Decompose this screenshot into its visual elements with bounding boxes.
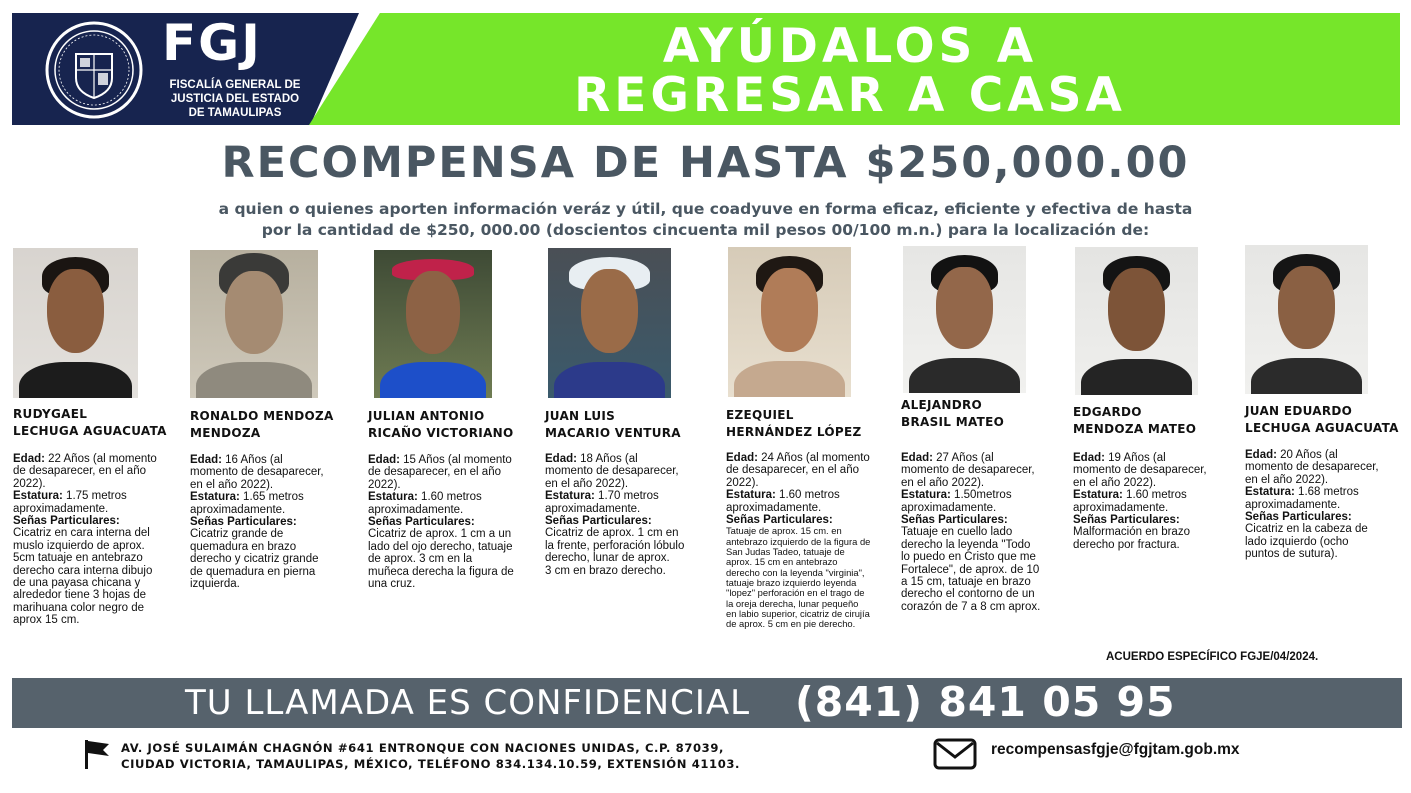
person-photo (1245, 245, 1368, 394)
person-photo (190, 250, 318, 398)
address: AV. JOSÉ SULAIMÁN CHAGNÓN #641 ENTRONQUE CON NACIONES UNIDAS, C.P. 87039, CIUDAD VICTORIA, TAMAULIPAS, MÉXICO, TELÉFONO 834.134.10.59, EXTENSIÓN 41103. (121, 741, 741, 771)
person-photo (1075, 247, 1198, 395)
person-name: ALEJANDRO BRASIL MATEO (901, 398, 1005, 429)
slogan: AYÚDALOS A REGRESAR A CASA (574, 19, 1126, 123)
email-address[interactable]: recompensasfgje@fgjtam.gob.mx (991, 741, 1240, 758)
person-name: JULIAN ANTONIO RICAÑO VICTORIANO (368, 409, 514, 440)
person-details: Edad: 15 Años (al momento de desaparecer, en el año 2022). Estatura: 1.60 metros aproximadamente. Señas Particulares: Cicatriz de aprox. 1 cm a un lado del ojo derecho, tatuaje de aprox. 3 cm en la muñeca derecha la figura de una cruz. (368, 454, 514, 591)
person-name: RONALDO MENDOZA MENDOZA (190, 409, 334, 440)
person-name: EZEQUIEL HERNÁNDEZ LÓPEZ (726, 408, 862, 439)
person-details: Edad: 20 Años (al momento de desaparecer, en el año 2022). Estatura: 1.68 metros aproximadamente. Señas Particulares: Cicatriz en la cabeza de lado izquierdo (ocho puntos de sutura). (1245, 449, 1379, 561)
person-name: JUAN LUIS MACARIO VENTURA (545, 409, 681, 440)
person-photo (13, 248, 138, 398)
mail-icon (933, 738, 977, 770)
person-name: RUDYGAEL LECHUGA AGUACUATA (13, 407, 167, 438)
reward-title: RECOMPENSA DE HASTA $250,000.00 (221, 138, 1190, 188)
agreement-reference: ACUERDO ESPECÍFICO FGJE/04/2024. (1106, 651, 1319, 663)
flag-icon (82, 738, 112, 770)
person-photo (548, 248, 671, 398)
person-details: Edad: 22 Años (al momento de desaparecer, en el año 2022). Estatura: 1.75 metros aproximadamente. Señas Particulares: Cicatriz en cara interna del muslo izquierdo de aprox. 5cm tatuaje en antebrazo derecho cara interna dibujo de una payasa chicana y alrededor tiene 3 hojas de marihuana color negro de aprox 15 cm. (13, 453, 157, 627)
person-name: JUAN EDUARDO LECHUGA AGUACUATA (1245, 404, 1399, 435)
person-details: Edad: 19 Años (al momento de desaparecer, en el año 2022). Estatura: 1.60 metros aproximadamente. Señas Particulares: Malformación en brazo derecho por fractura. (1073, 452, 1207, 551)
person-photo (374, 250, 492, 398)
reward-description: a quien o quienes aporten información veráz y útil, que coadyuve en forma eficaz, eficiente y efectiva de hasta por la cantidad de $250, 000.00 (doscientos cincuenta mil pesos 00/100 m.n.) para la localización de: (218, 200, 1193, 239)
person-photo (903, 246, 1026, 393)
person-details: Edad: 27 Años (al momento de desaparecer, en el año 2022). Estatura: 1.50metros aproximadamente. Señas Particulares: Tatuaje en cuello lado derecho la leyenda "Todo lo puedo en Cristo que me Fortalece", de aprox. de 10 a 15 cm, tatuaje en brazo derecho el contorno de un corazón de 7 a 8 cm aprox. (901, 452, 1041, 613)
call-confidential-text: TU LLAMADA ES CONFIDENCIAL (185, 683, 751, 723)
person-details: Edad: 16 Años (al momento de desaparecer, en el año 2022). Estatura: 1.65 metros aproximadamente. Señas Particulares: Cicatriz grande de quemadura en brazo derecho y cicatriz grande de quemadura en pierna izquierda. (190, 454, 324, 591)
person-photo (728, 247, 851, 397)
logo-subtitle: FISCALÍA GENERAL DE JUSTICIA DEL ESTADO DE TAMAULIPAS (169, 79, 301, 119)
phone-number[interactable]: (841) 841 05 95 (795, 678, 1176, 726)
person-details: Edad: 24 Años (al momento de desaparecer, en el año 2022). Estatura: 1.60 metros aproximadamente. Señas Particulares: Tatuaje de aprox. 15 cm. en antebrazo izquierdo de la figura de San Judas Tadeo, tatuaje de aprox. 15 cm en antebrazo derecho con la leyenda "virginia", tatuaje brazo izquierdo leyenda "lopez" perforación en el trago de la oreja derecha, lunar pequeño en labio superior, cicatriz de cirujía de aprox. 5 cm en pie derecho. (726, 452, 871, 630)
person-details: Edad: 18 Años (al momento de desaparecer, en el año 2022). Estatura: 1.70 metros aproximadamente. Señas Particulares: Cicatriz de aprox. 1 cm en la frente, perforación lóbulo derecho, lunar de aprox. 3 cm en brazo derecho. (545, 453, 685, 577)
person-name: EDGARDO MENDOZA MATEO (1073, 405, 1197, 436)
seal-icon (44, 20, 144, 120)
logo-title: FGJ (162, 14, 262, 72)
